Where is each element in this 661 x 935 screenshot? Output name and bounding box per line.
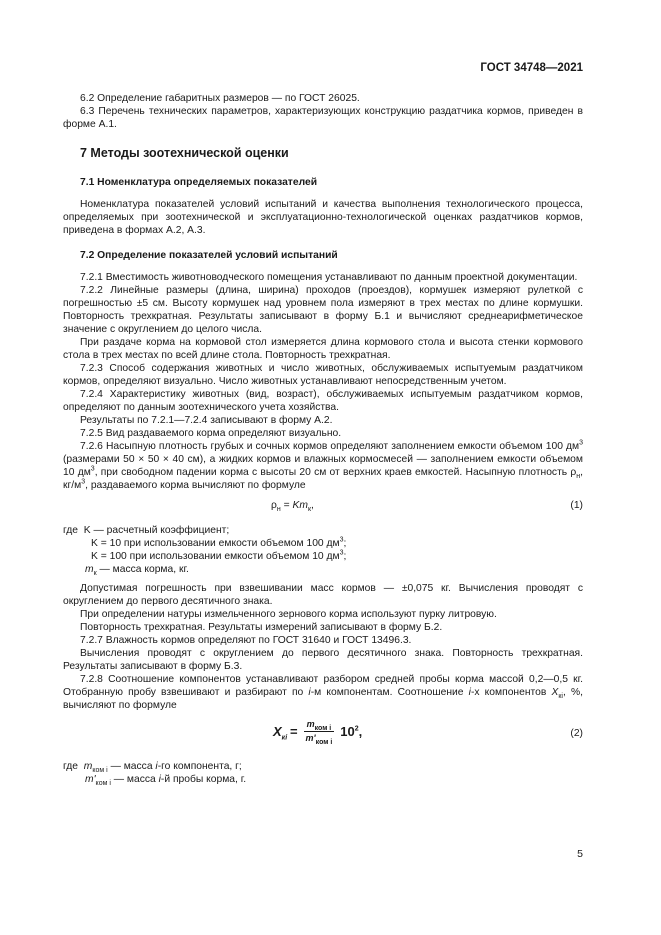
clause-7-2-2-feed-table: При раздаче корма на кормовой стол измеряется длина кормового стола и высота стенки кормового стола в трех местах по всей длине стола. Повторность трехкратная. — [63, 337, 583, 361]
clause-7-2-2: 7.2.2 Линейные размеры (длина, ширина) проходов (проездов), кормушек измеряют рулеткой с погрешностью ±5 см. Высоту кормушек над уровнем пола измеряют в трех местах по длине кормушки. Повторность трехкратная. Результаты записывают в форму Б.1 и вычисляют среднеарифметическое значение с округлением до целого числа. — [63, 285, 583, 335]
clause-7-2-7: 7.2.7 Влажность кормов определяют по ГОСТ 31640 и ГОСТ 13496.3. — [80, 635, 412, 646]
clause-7-2-4-results: Результаты по 7.2.1—7.2.4 записывают в форму А.2. — [80, 415, 333, 426]
formula-2-number: (2) — [570, 728, 583, 739]
clause-7-2-4: 7.2.4 Характеристику животных (вид, возраст), обслуживаемых испытуемым раздатчиком кормов, определяют по данным зоотехнического учета хозяйства. — [63, 389, 583, 413]
page-number: 5 — [577, 848, 583, 860]
formula-1 — [63, 497, 583, 516]
clause-7-2-6: 7.2.6 Насыпную плотность грубых и сочных кормов определяют заполнением емкости объемом 100 $дм^3$ (размерами 50 × 50 × 40 см), а жидких кормов и влажных кормосмесей — заполнением емкости объемом 10 $дм^3$, при свободном падении корма с высоты 20 см от верхних краев емкостей. Насыпную плотность $\rho_н$, $кг/м^3$, раздаваемого корма вычисляют по формуле — [63, 439, 583, 491]
where-mk: $m_к$ — масса корма, кг. — [85, 564, 189, 578]
clause-7-2-5: 7.2.5 Вид раздаваемого корма определяют визуально. — [80, 428, 342, 439]
document-code: ГОСТ 34748—2021 — [480, 62, 583, 74]
clause-7-2-3: 7.2.3 Способ содержания животных и число животных, обслуживаемых испытуемым раздатчиком кормов, определяют визуально. Число животных устанавливают непосредственным учетом. — [63, 363, 583, 387]
clause-7-2-1: 7.2.1 Вместимость животноводческого помещения устанавливают по данным проектной документации. — [80, 272, 578, 283]
formula-2 — [63, 718, 583, 750]
clause-nature: При определении натуры измельченного зернового корма используют пурку литровую. — [80, 609, 497, 620]
document-body — [63, 92, 583, 786]
where-k-10: K = 10 при использовании емкости объемом 100 $дм^3$; — [91, 536, 347, 549]
where-k-coefficient: где K — расчетный коэффициент; — [63, 525, 230, 536]
clause-7-2-8: 7.2.8 Соотношение компонентов устанавливают разбором средней пробы корма массой 0,2—0,5 кг. Отобранную пробу взвешивают и разбирают по i-м компонентам. Соотношение i-х компонентов $X_{кi}$, %, вычисляют по формуле — [63, 674, 583, 711]
formula-1-expression: $\rho_н = Km_к$, — [271, 500, 314, 514]
where-k-100: K = 100 при использовании емкости объемом 10 $дм^3$; — [91, 549, 347, 562]
section-7-heading: 7 Методы зоотехнической оценки — [80, 146, 289, 160]
clause-7-1-text: Номенклатура показателей условий испытаний и качества выполнения технологического процесса, определяемых при зоотехнической и эксплуатационно-технологической оценках раздатчиков кормов, приведена в формах А.2, А.3. — [63, 199, 583, 236]
section-7-1-heading: 7.1 Номенклатура определяемых показателей — [80, 177, 318, 188]
where-m-sample: $m'_{ком i}$ — масса i-й пробы корма, г. — [85, 774, 247, 788]
clause-repetition: Повторность трехкратная. Результаты измерений записывают в форму Б.2. — [80, 622, 443, 633]
section-7-2-heading: 7.2 Определение показателей условий испытаний — [80, 250, 338, 261]
clause-6-3: 6.3 Перечень технических параметров, характеризующих конструкцию раздатчика кормов, приведен в форме А.1. — [63, 106, 583, 130]
clause-weighing-error: Допустимая погрешность при взвешивании масс кормов — ±0,075 кг. Вычисления проводят с округлением до первого десятичного знака. — [63, 583, 583, 607]
formula-1-number: (1) — [570, 500, 583, 511]
where-m-component: где $m_{ком i}$ — масса i-го компонента, г; — [63, 761, 242, 775]
clause-7-2-7-calc: Вычисления проводят с округлением до первого десятичного знака. Повторность трехкратная. Результаты записывают в форму Б.3. — [63, 648, 583, 672]
formula-2-expression: $X_{кi}$ = $\frac{m_{ком i}}{m'_{ком i}}$ $10^2$, — [273, 719, 363, 746]
clause-6-2: 6.2 Определение габаритных размеров — по ГОСТ 26025. — [80, 93, 360, 104]
formula-2-fraction: $\frac{m_{ком i}}{m'_{ком i}}$ — [305, 719, 333, 746]
